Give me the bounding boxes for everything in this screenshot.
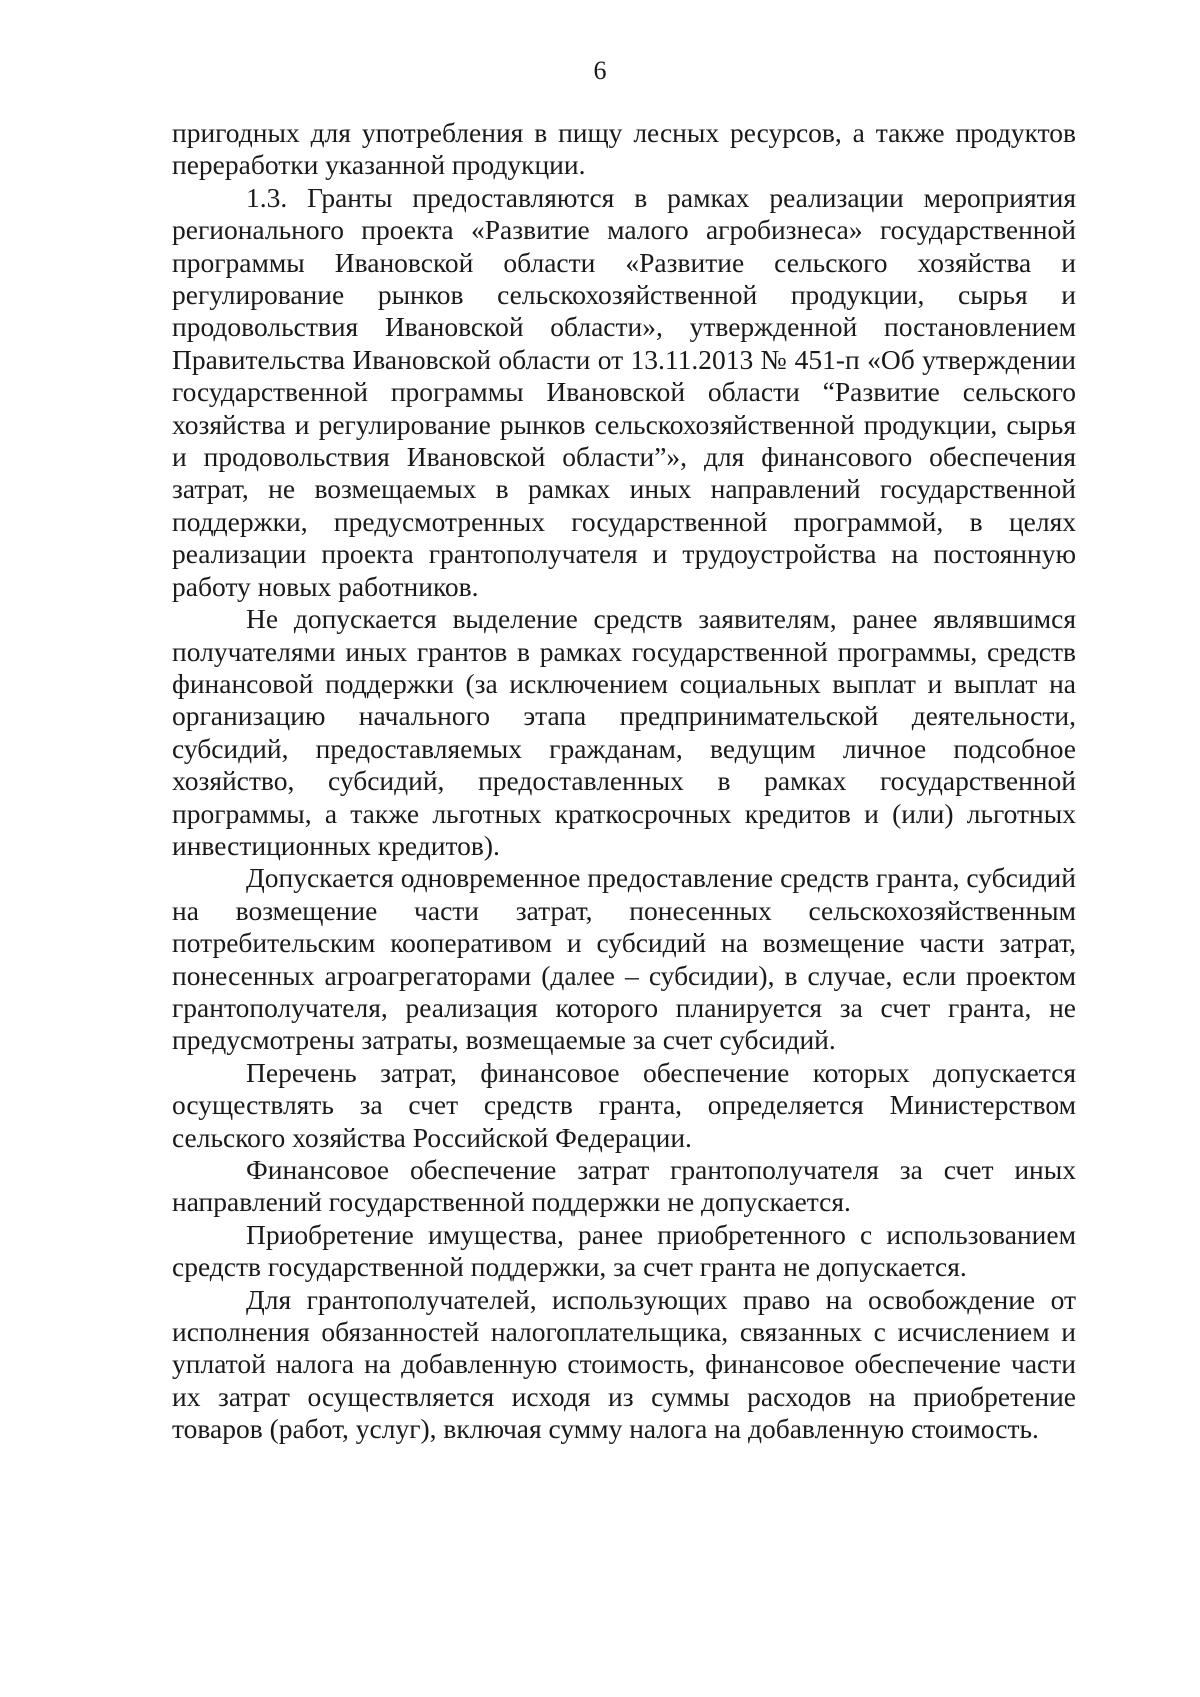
document-body (172, 117, 1076, 1446)
paragraph-vat: Для грантополучателей, использующих право на освобождение от исполнения обязанностей налогоплательщика, связанных с исчислением и уплатой налога на добавленную стоимость, финансовое обеспечение части их затрат осуществляется исходя из суммы расходов на приобретение товаров (работ, услуг), включая сумму налога на добавленную стоимость. (172, 1283, 1076, 1445)
paragraph-restriction: Не допускается выделение средств заявителям, ранее являвшимся получателями иных грантов в рамках государственной программы, средств финансовой поддержки (за исключением социальных выплат и выплат на организацию начального этапа предпринимательской деятельности, субсидий, предоставляемых гражданам, ведущим личное подсобное хозяйство, субсидий, предоставленных в рамках государственной программы, а также льготных краткосрочных кредитов и (или) льготных инвестиционных кредитов). (172, 603, 1076, 861)
paragraph-section-1-3: 1.3. Гранты предоставляются в рамках реализации мероприятия регионального проекта «Развитие малого агробизнеса» государственной программы Ивановской области «Развитие сельского хозяйства и регулирование рынков сельскохозяйственной продукции, сырья и продовольствия Ивановской области», утвержденной постановлением Правительства Ивановской области от 13.11.2013 № 451-п «Об утверждении государственной программы Ивановской области “Развитие сельского хозяйства и регулирование рынков сельскохозяйственной продукции, сырья и продовольствия Ивановской области”», для финансового обеспечения затрат, не возмещаемых в рамках иных направлений государственной поддержки, предусмотренных государственной программой, в целях реализации проекта грантополучателя и трудоустройства на постоянную работу новых работников. (172, 181, 1076, 602)
paragraph-simultaneous-provision: Допускается одновременное предоставление средств гранта, субсидий на возмещение части затрат, понесенных сельскохозяйственным потребительским кооперативом и субсидий на возмещение части затрат, понесенных агроагрегаторами (далее – субсидии), в случае, если проектом грантополучателя, реализация которого планируется за счет гранта, не предусмотрены затраты, возмещаемые за счет субсидий. (172, 862, 1076, 1056)
paragraph-continuation: пригодных для употребления в пищу лесных ресурсов, а также продуктов переработки указанной продукции. (172, 117, 1076, 181)
paragraph-other-support: Финансовое обеспечение затрат грантополучателя за счет иных направлений государственной поддержки не допускается. (172, 1154, 1076, 1218)
paragraph-cost-list: Перечень затрат, финансовое обеспечение которых допускается осуществлять за счет средств гранта, определяется Министерством сельского хозяйства Российской Федерации. (172, 1056, 1076, 1153)
page-number: 6 (593, 56, 607, 85)
paragraph-property-acquisition: Приобретение имущества, ранее приобретенного с использованием средств государственной поддержки, за счет гранта не допускается. (172, 1218, 1076, 1283)
